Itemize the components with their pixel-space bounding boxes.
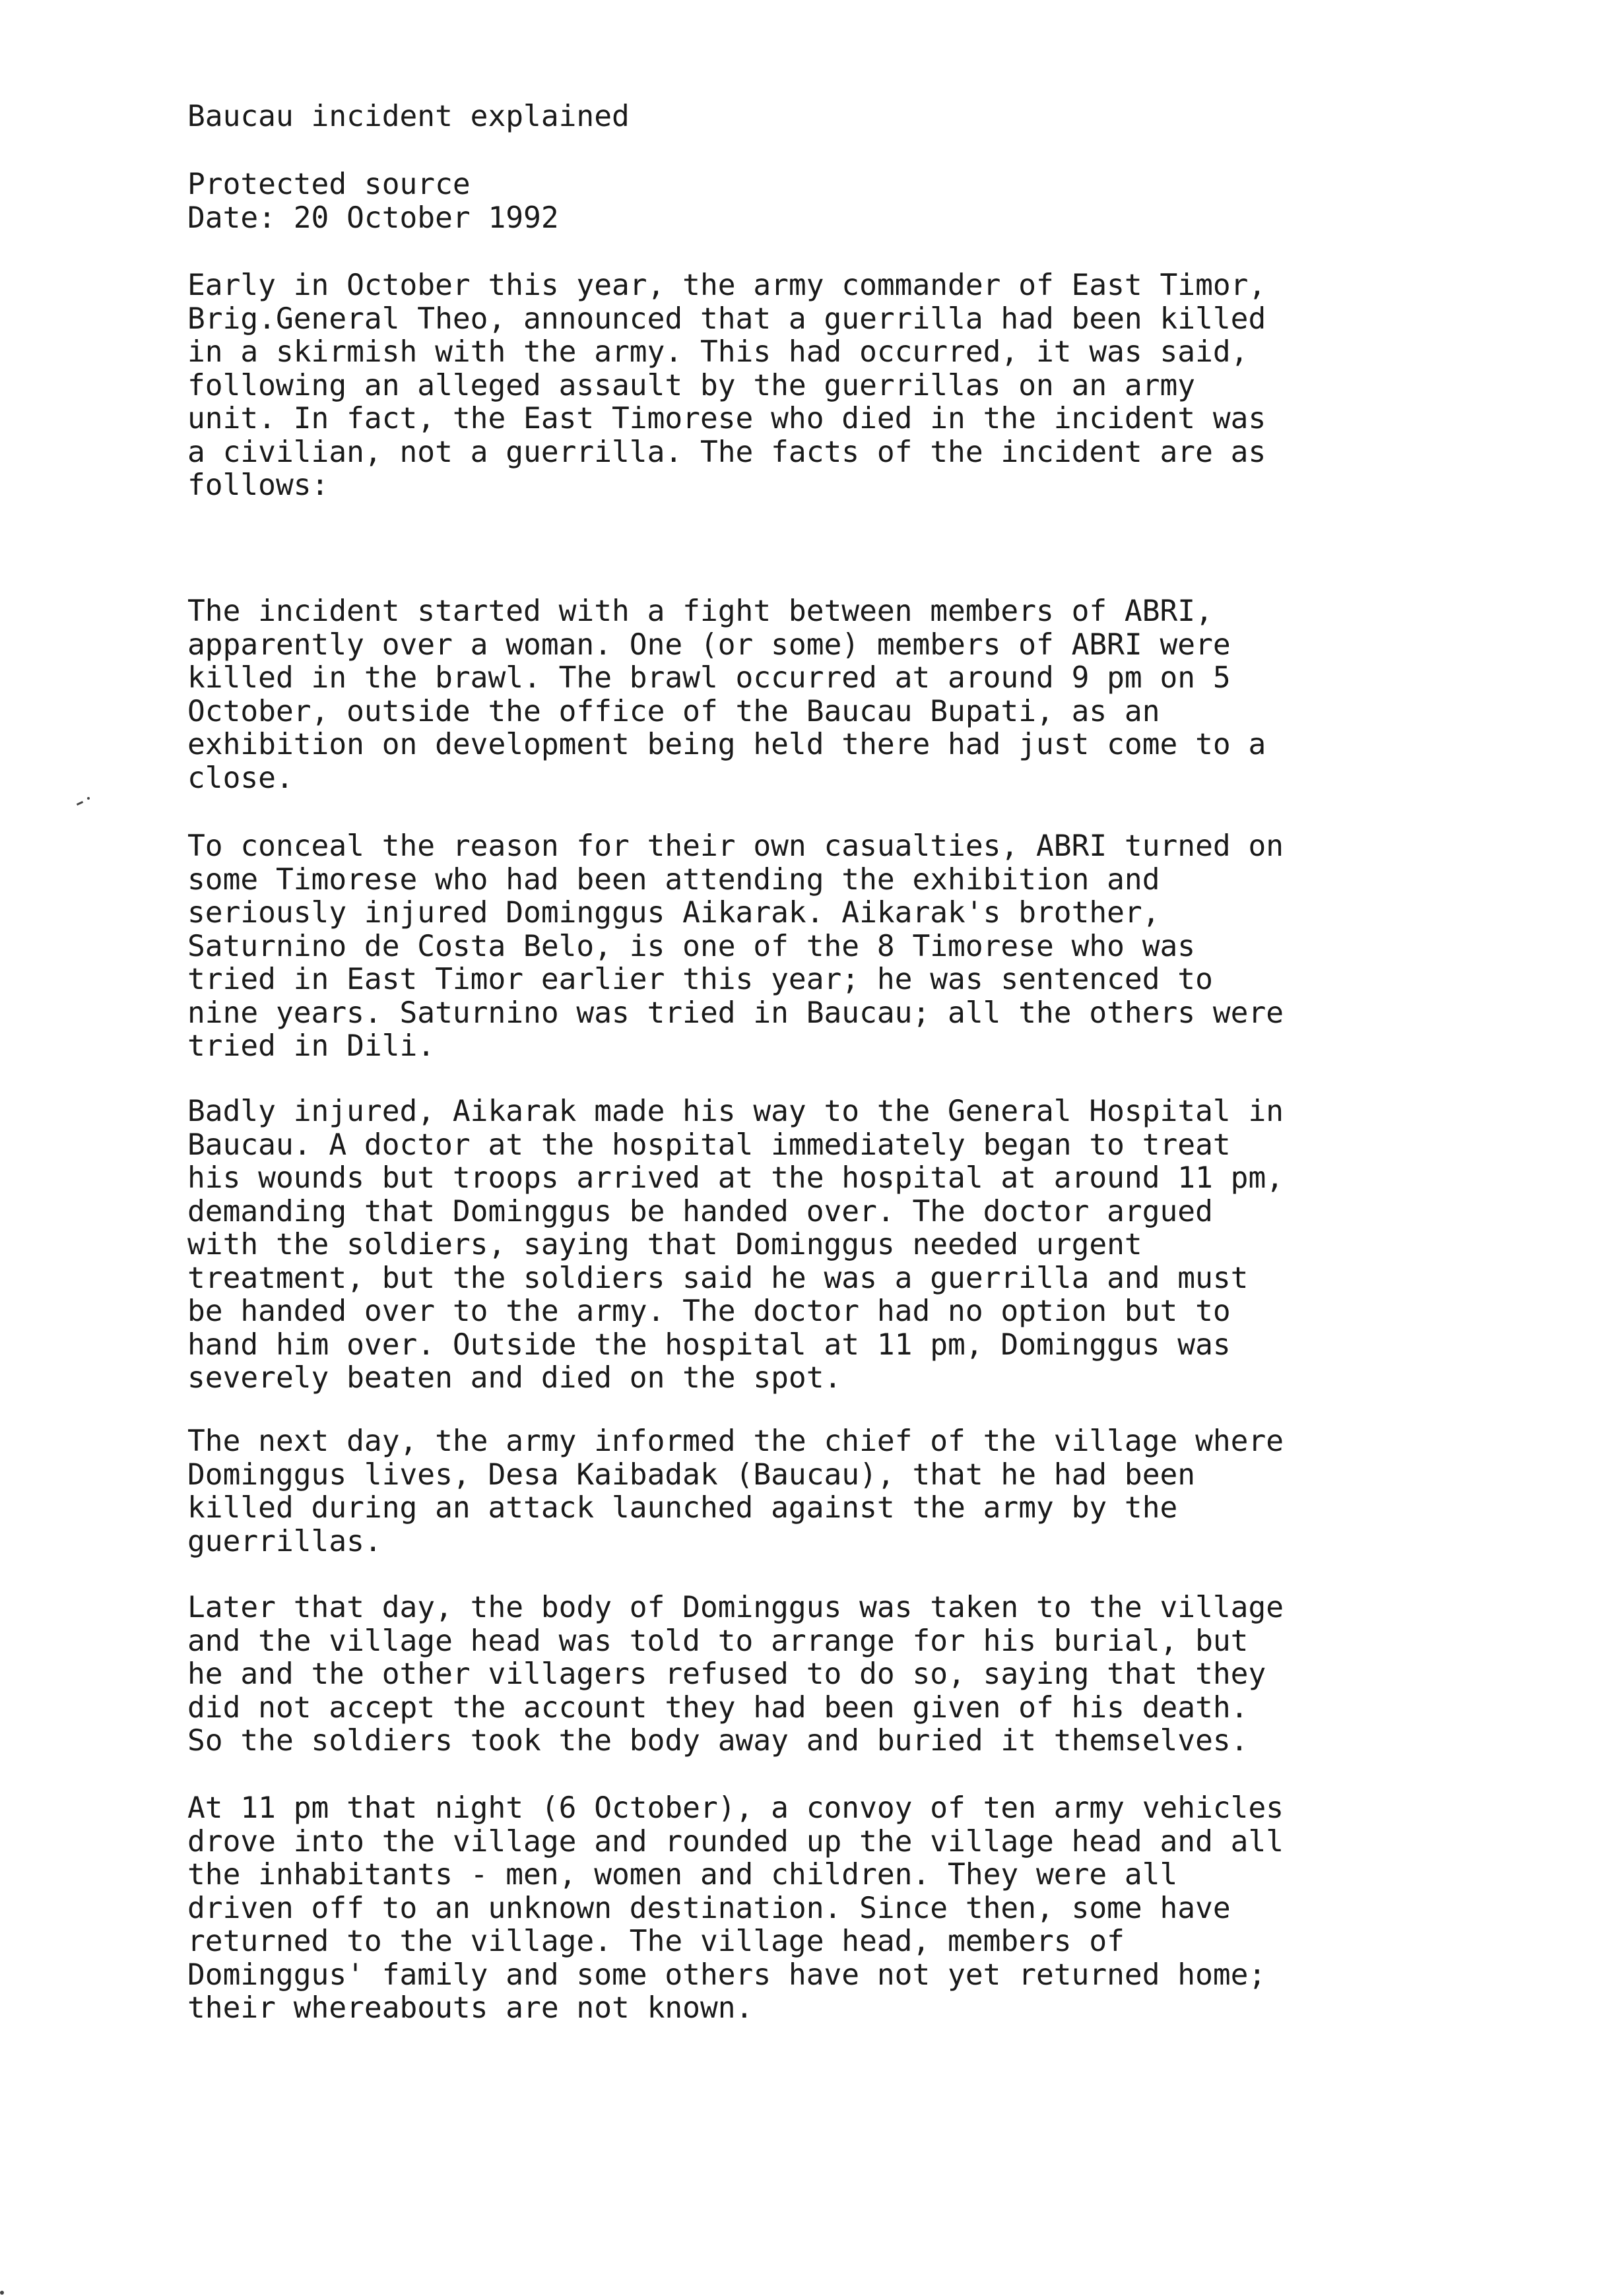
paragraph-convoy: At 11 pm that night (6 October), a convoy of ten army vehicles drove into the village and rounded up the village head and all the inhabitants - men, women and children. They were all driven off to an unknown destination. Since then, some have returned to the village. The village head, members of Dominggus' family and some others have not yet returned home; their whereabouts are not known. xyxy=(187,1791,1284,2025)
document-meta xyxy=(187,168,1481,235)
paragraph-announcement: Early in October this year, the army commander of East Timor, Brig.General Theo, announced that a guerrilla had been killed in a skirmish with the army. This had occurred, it was said, following an alleged assault by the guerrillas on an army unit. In fact, the East Timorese who died in the incident was a civilian, not a guerrilla. The facts of the incident are as follows: xyxy=(187,269,1266,502)
scan-speck xyxy=(77,801,83,806)
paragraph-next-day: The next day, the army informed the chief of the village where Dominggus lives, Desa Kaibadak (Baucau), that he had been killed during an attack launched against the army by the guerrillas. xyxy=(187,1424,1284,1558)
scan-speck xyxy=(0,2291,4,2295)
paragraph-burial: Later that day, the body of Dominggus was taken to the village and the village head was told to arrange for his burial, but he and the other villagers refused to do so, saying that they did not accept the account they had been given of his death. So the soldiers took the body away and buried it themselves. xyxy=(187,1591,1284,1758)
paragraph-hospital: Badly injured, Aikarak made his way to the General Hospital in Baucau. A doctor at the hospital immediately began to treat his wounds but troops arrived at the hospital at around 11 pm, demanding that Dominggus be handed over. The doctor argued with the soldiers, saying that Dominggus needed urgent treatment, but the soldiers said he was a guerrilla and must be handed over to the army. The doctor had no option but to hand him over. Outside the hospital at 11 pm, Dominggus was severely beaten and died on the spot. xyxy=(187,1095,1284,1395)
paragraph-brawl: The incident started with a fight between members of ABRI, apparently over a woman. One (or some) members of ABRI were killed in the brawl. The brawl occurred at around 9 pm on 5 October, outside the office of the Baucau Bupati, as an exhibition on development being held there had just come to a close. xyxy=(187,594,1266,795)
date-line: Date: 20 October 1992 xyxy=(187,201,559,235)
paragraph-casualties: To conceal the reason for their own casualties, ABRI turned on some Timorese who had been attending the exhibition and seriously injured Dominggus Aikarak. Aikarak's brother, Saturnino de Costa Belo, is one of the 8 Timorese who was tried in East Timor earlier this year; he was sentenced to nine years. Saturnino was tried in Baucau; all the others were tried in Dili. xyxy=(187,829,1284,1063)
document-title: Baucau incident explained xyxy=(187,100,630,133)
source-line: Protected source xyxy=(187,168,471,201)
scan-speck xyxy=(87,797,90,800)
